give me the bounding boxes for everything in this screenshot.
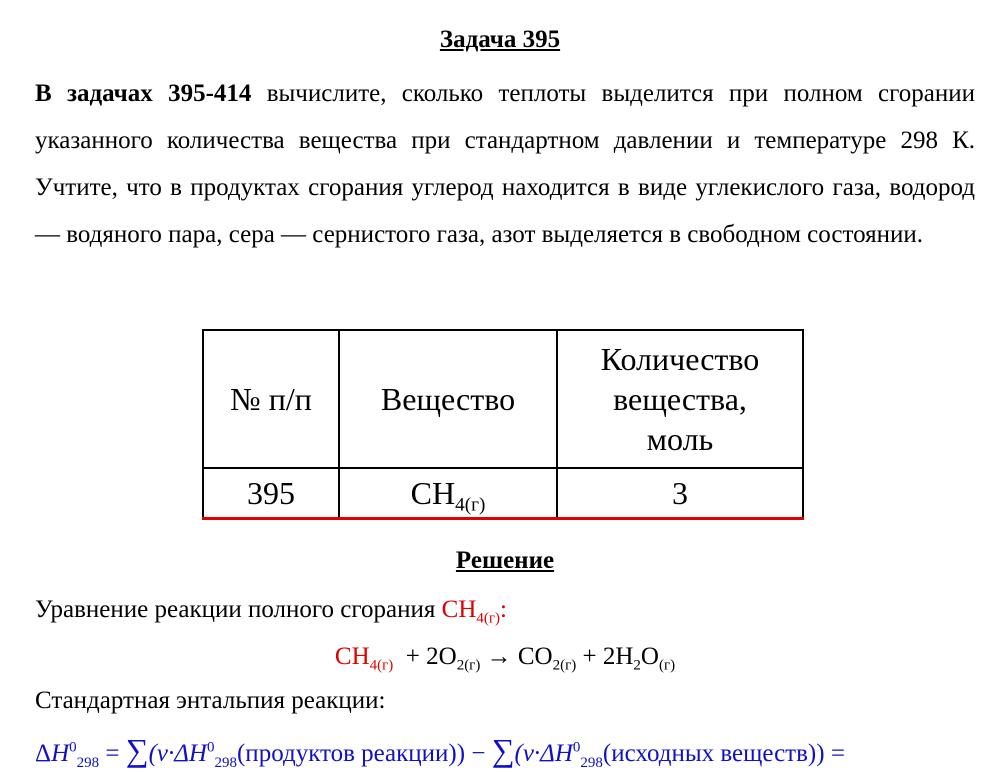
enthalpy-label: Стандартная энтальпия реакции: (35, 687, 386, 714)
problem-statement (35, 70, 975, 258)
header-amount-text: Количество вещества, моль (600, 341, 760, 457)
table-header-row (203, 330, 803, 468)
header-number: № п/п (203, 330, 339, 468)
arrow-icon: → (486, 643, 512, 670)
problem-range: В задачах 395-414 (35, 80, 252, 107)
reaction-equation: $CH_{4(г)} + 2O_{2(г)} \to CO_{2(г)} + 2H_2O_{(г)}$ (334, 643, 676, 674)
cell-amount: 3 (557, 468, 803, 519)
header-substance: Вещество (339, 330, 557, 468)
enthalpy-formula: $\Delta H^0_{298}$ = $\sum(\nu\cdot\Delta H^0_{298}(продуктов$ реакции)) − $\sum(\nu\cdot\Delta H^0_{298}(исходных$ веществ)) = (35, 732, 845, 771)
reaction-substance: $CH_{4(г)}$: (441, 596, 507, 627)
data-table (202, 329, 804, 520)
reaction-intro: Уравнение реакции полного сгорания $CH_{4(г)}$: (35, 596, 507, 627)
header-amount (557, 330, 803, 468)
table-row (203, 468, 803, 519)
cell-substance: $CH_{4(г)}$ (339, 468, 557, 519)
solution-heading: Решение (455, 547, 555, 574)
problem-text: вычислите, сколько теплоты выделится при полном сгорании указанного количества вещества при стандартном давлении и температуре 298 К. Учтите, что в продуктах сгорания углерод находится в виде углекислого газа, водород — водяного пара, сера — сернистого газа, азот выделяется в свободном состоянии. (35, 80, 975, 248)
problem-title: Задача 395 (439, 26, 561, 53)
cell-number: 395 (203, 468, 339, 519)
